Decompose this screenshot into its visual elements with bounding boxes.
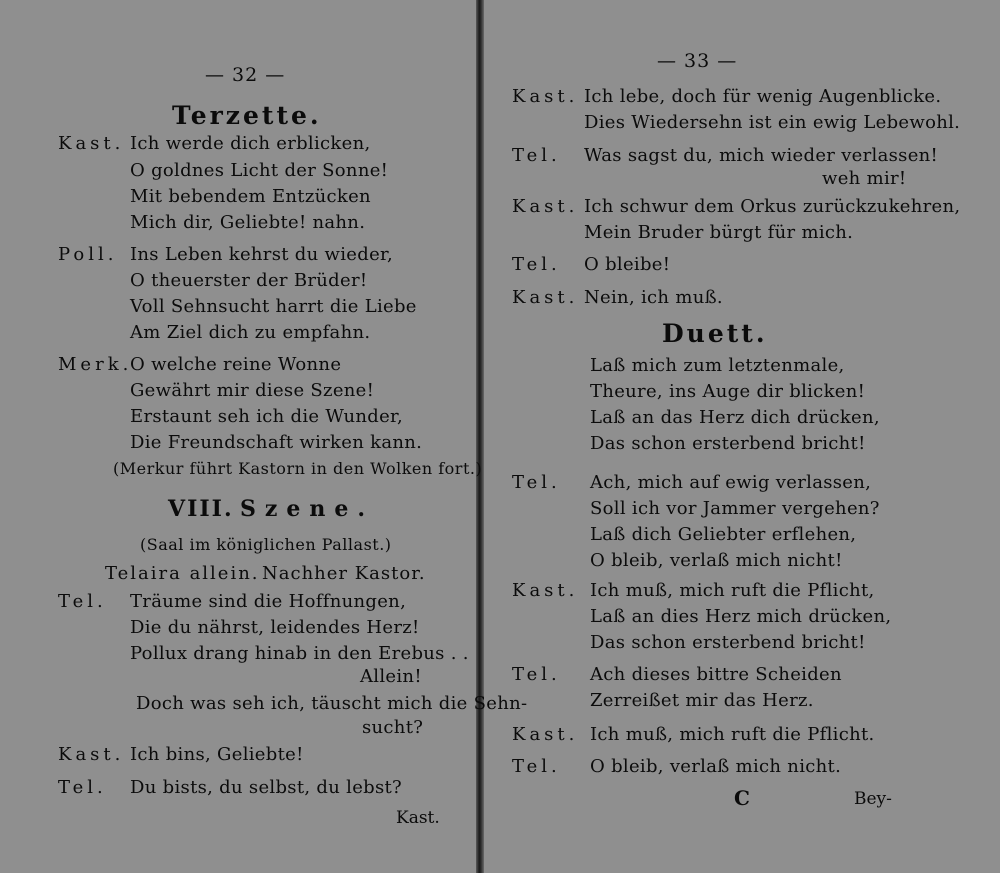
book-gutter — [476, 0, 484, 873]
speaker-label: Tel. — [512, 664, 561, 685]
verse-line: Soll ich vor Jammer vergehen? — [590, 498, 880, 519]
verse-line: Pollux drang hinab in den Erebus . . — [130, 643, 469, 664]
verse-line: Die Freundschaft wirken kann. — [130, 432, 423, 453]
speaker-label: Kast. — [512, 86, 579, 107]
verse-line: Du bists, du selbst, du lebst? — [130, 777, 402, 798]
verse-line: Ich muß, mich ruft die Pflicht, — [590, 580, 875, 601]
stage-direction: (Saal im königlichen Pallast.) — [140, 535, 392, 554]
verse-line: Theure, ins Auge dir blicken! — [590, 381, 866, 402]
speaker-label: Merk. — [58, 354, 133, 375]
verse-line: O bleibe! — [584, 254, 671, 275]
right-page — [484, 0, 1000, 873]
verse-line: Am Ziel dich zu empfahn. — [130, 322, 371, 343]
verse-line: Das schon ersterbend bricht! — [590, 632, 866, 653]
scene-title: Szene. — [240, 496, 375, 522]
page-number: — 32 — — [205, 64, 286, 86]
verse-line: Was sagst du, mich wieder verlassen! — [584, 145, 939, 166]
verse-line: Erstaunt seh ich die Wunder, — [130, 406, 403, 427]
verse-line: Das schon ersterbend bricht! — [590, 433, 866, 454]
scene-persons: Nachher Kastor. — [262, 563, 426, 584]
verse-line: Doch was seh ich, täuscht mich die Sehn- — [136, 693, 528, 714]
speaker-label: Kast. — [512, 196, 579, 217]
stage-direction: (Merkur führt Kastorn in den Wolken fort.) — [113, 459, 483, 478]
speaker-label: Kast. — [512, 724, 579, 745]
verse-line: Die du nährst, leidendes Herz! — [130, 617, 420, 638]
verse-line: Ach dieses bittre Scheiden — [590, 664, 842, 685]
speaker-label: Kast. — [512, 287, 579, 308]
verse-line: Ich werde dich erblicken, — [130, 133, 371, 154]
verse-line-continuation: sucht? — [362, 717, 424, 738]
section-heading: Duett. — [662, 319, 768, 348]
scene-number: VIII. — [168, 496, 234, 522]
verse-line: O bleib, verlaß mich nicht! — [590, 550, 843, 571]
speaker-label: Tel. — [58, 777, 107, 798]
scene-persons: Telaira allein. — [105, 563, 260, 584]
verse-line: Mein Bruder bürgt für mich. — [584, 222, 854, 243]
verse-line: Ach, mich auf ewig verlassen, — [590, 472, 872, 493]
speaker-label: Tel. — [512, 472, 561, 493]
speaker-label: Tel. — [512, 756, 561, 777]
verse-line: Voll Sehnsucht harrt die Liebe — [130, 296, 417, 317]
verse-line: Mich dir, Geliebte! nahn. — [130, 212, 366, 233]
section-heading: Terzette. — [172, 101, 322, 130]
verse-line: Träume sind die Hoffnungen, — [130, 591, 407, 612]
verse-line: Ich schwur dem Orkus zurückzukehren, — [584, 196, 961, 217]
verse-line: Ich muß, mich ruft die Pflicht. — [590, 724, 875, 745]
verse-line: Gewährt mir diese Szene! — [130, 380, 375, 401]
speaker-label: Kast. — [512, 580, 579, 601]
verse-line: O welche reine Wonne — [130, 354, 342, 375]
verse-line: Dies Wiedersehn ist ein ewig Lebewohl. — [584, 112, 961, 133]
verse-line: Ins Leben kehrst du wieder, — [130, 244, 393, 265]
speaker-label: Poll. — [58, 244, 118, 265]
signature-mark: C — [734, 786, 750, 810]
verse-line-continuation: Allein! — [360, 666, 422, 687]
verse-line: Mit bebendem Entzücken — [130, 186, 371, 207]
speaker-label: Kast. — [58, 133, 125, 154]
speaker-label: Kast. — [58, 744, 125, 765]
verse-line: Laß an dies Herz mich drücken, — [590, 606, 892, 627]
verse-line: Ich lebe, doch für wenig Augenblicke. — [584, 86, 942, 107]
speaker-label: Tel. — [512, 254, 561, 275]
verse-line: Laß an das Herz dich drücken, — [590, 407, 880, 428]
page-number: — 33 — — [657, 50, 738, 72]
verse-line: Ich bins, Geliebte! — [130, 744, 304, 765]
verse-line: O bleib, verlaß mich nicht. — [590, 756, 842, 777]
speaker-label: Tel. — [512, 145, 561, 166]
catchword: Bey- — [854, 789, 892, 809]
verse-line: Laß dich Geliebter erflehen, — [590, 524, 857, 545]
verse-line: Nein, ich muß. — [584, 287, 723, 308]
catchword: Kast. — [396, 808, 440, 828]
verse-line: Zerreißet mir das Herz. — [590, 690, 814, 711]
speaker-label: Tel. — [58, 591, 107, 612]
verse-line: O theuerster der Brüder! — [130, 270, 368, 291]
verse-line: O goldnes Licht der Sonne! — [130, 160, 389, 181]
verse-line-continuation: weh mir! — [822, 168, 907, 189]
verse-line: Laß mich zum letztenmale, — [590, 355, 845, 376]
